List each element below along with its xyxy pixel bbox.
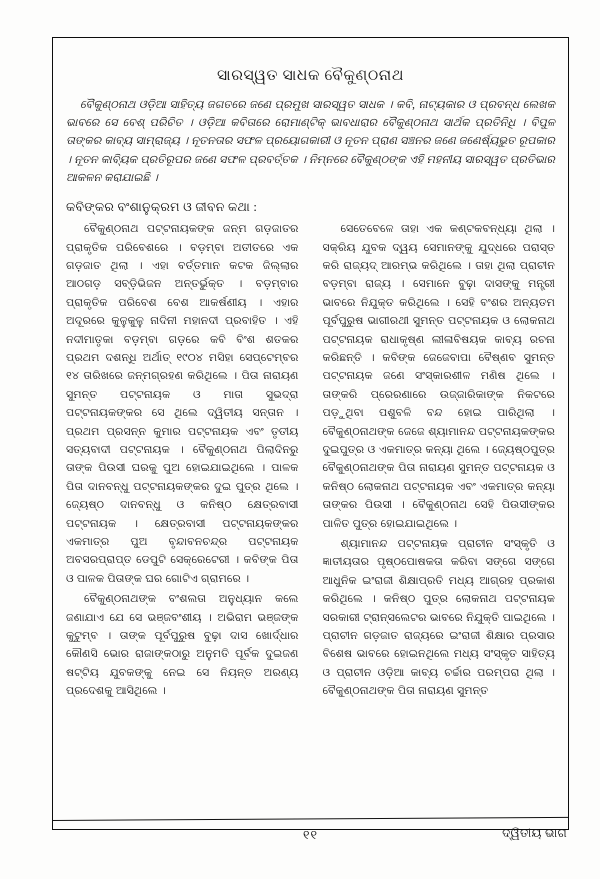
page-number: ୧୧ [302, 828, 319, 842]
intro-paragraph: ବୈକୁଣ୍ଠନାଥ ଓଡ଼ିଆ ସାହିତ୍ୟ ଜଗତରେ ଜଣେ ପ୍ରମୁଖ ସାରସ୍ୱତ ସାଧକ । କବି, ନାଟ୍ୟକାର ଓ ପ୍ରବନ୍ଧ ଲେଖକ ଭାବରେ ସେ ବେଶ୍ ପରିଚିତ । ଓଡ଼ିଆ କବିତାରେ ରୋମାଣ୍ଟିକ୍ ଭାବଧାରାର ବୈକୁଣ୍ଠନାଥ ସାର୍ଥକ ପ୍ରତିନିଧି । ବିପୁଳ ତାଙ୍କର କାବ୍ୟ ସାମ୍ରାଜ୍ୟ । ନୂତନତାର ସଫଳ ପ୍ରୟୋଗକାରୀ ଓ ନୂତନ ପ୍ରାଣ ସଞ୍ଚନର ଜଣେ ଜଣେର୍ଷ୍ୟଭୁତ ରୂପକାର । ନୂତନ କାବ୍ୟିକ ପ୍ରତିରୂପର ଜଣେ ସଫଳ ପ୍ରବର୍ତ୍ତକ । ନିମ୍ନରେ ବୈକୁଣ୍ଠଙ୍କ ଏହି ମହନୀୟ ସାରସ୍ୱତ ପ୍ରତିଭାର ଆକଳନ କରାଯାଇଛି । [66, 99, 555, 184]
page-title: ସାରସ୍ୱତ ସାଧକ ବୈକୁଣ୍ଠନାଥ [216, 67, 405, 84]
body-paragraph: ବୈକୁଣ୍ଠନାଥଙ୍କ ବଂଶଲତା ଅନୁଧ୍ୟାନ କଲେ ଜଣାଯାଏ ଯେ ସେ ଭଞ୍ଜବଂଶୀୟ । ଅଭିରାମ ଭଞ୍ଜଙ୍କ କୁଟୁମ୍ବ । ତାଙ୍କ ପୂର୍ବପୁରୁଷ ବୁଢ଼ା ଦାସ ଖୋର୍ଦ୍ଧାର କୌଣସି ଭୋର ରାଜାଙ୍କଠାରୁ ଅନୁମତି ପୂର୍ବକ ଦୁଇଜଣ ଷଟ୍ଟିୟ ଯୁବକଙ୍କୁ ନେଇ ସେ ନିୟନ୍ତ ଅରଣ୍ୟ ପ୍ରଦେଶକୁ ଆସିଥିଲେ । [66, 593, 299, 698]
part-label: ଦ୍ୱିତୀୟ ଭାଗ [502, 826, 567, 840]
two-column-body [66, 220, 555, 703]
section-heading: କବିଙ୍କର ବଂଶାନୁକ୍ରମ ଓ ଜୀବନ କଥା : [66, 199, 258, 214]
page-footer [52, 820, 569, 866]
page-content [66, 58, 555, 818]
body-paragraph: ଶ୍ୟାମାନନ୍ଦ ପଟ୍ଟନାୟକ ପ୍ରାଚୀନ ସଂସ୍କୃତି ଓ ଜ୍ଞାତୀୟତାର ପୃଷ୍ଠପୋଷକତା କରିବା ସଙ୍ଗେ ସଙ୍ଗେ ଆଧୁନିକ ଇଂରାଜୀ ଶିକ୍ଷାପ୍ରତି ମଧ୍ୟ ଆଗ୍ରହ ପ୍ରକାଶ କରିଥିଲେ । କନିଷ୍ଠ ପୁତ୍ର ଲୋକନାଥ ପଟ୍ଟନାୟକ ସରକାରୀ ଟ୍ରାନ୍ସଲେଟର ଭାବରେ ନିଯୁକ୍ତି ପାଇଥିଲେ । ପ୍ରାଚୀନ ଗଡ଼ଜାତ ରାଜ୍ୟରେ ଇଂରାଜୀ ଶିକ୍ଷାର ପ୍ରସାର ବିଶେଷ ଭାବରେ ହୋଇନଥିଲେ ମଧ୍ୟ ସଂସ୍କୃତ ସାହିତ୍ୟ ଓ ପ୍ରାଚୀନ ଓଡ଼ିଆ କାବ୍ୟ ଚର୍ଚ୍ଚାର ପରମ୍ପରା ଥିଲା । ବୈକୁଣ୍ଠନାଥଙ୍କ ପିତା ନାରାୟଣ ସୁମନ୍ତ [322, 538, 555, 698]
left-column [66, 220, 299, 703]
body-paragraph: ସେତେବେଳେ ତାହା ଏକ କଣ୍ଟକବନ୍ଧ୍ୟା ଥିଲା । ସକ୍ରିୟ ଯୁବକ ଦ୍ୱୟ ସେମାନଙ୍କୁ ଯୁଦ୍ଧରେ ପରାସ୍ତ କରି ରାଜ୍ୟଦ୍ ଆରମ୍ଭ କରିଥିଲେ । ତାହା ଥିଲା ପ୍ରାଚୀନ ବଡ଼ମ୍ବା ରାଜ୍ୟ । ସେମାନେ ବୁଢ଼ା ଦାସଙ୍କୁ ମନ୍ତ୍ରୀ ଭାବରେ ନିଯୁକ୍ତ କରିଥିଲେ । ସେହି ବଂଶର ଅନ୍ୟତମ ପୂର୍ବପୁରୁଷ ଭାଗୀରଥୀ ସୁମନ୍ତ ପଟ୍ଟନାୟକ ଓ ଲୋକନାଥ ପଟ୍ଟନାୟକ ରାଧାକୃଷ୍ଣ ଲୀଳାବିଷୟକ କାବ୍ୟ ରଚନା କରିଛନ୍ତି । କବିଙ୍କ ଜେଜେବାପା ବୈଷ୍ଣବ ସୁମନ୍ତ ପଟ୍ଟନାୟକ ଜଣେ ସଂସ୍କାରଶୀଳ ମଣିଷ ଥିଲେ । ତାଙ୍କରି ପ୍ରେରଣାରେ ଉଜ୍ଜାରିକାଙ୍କ ନିକଟରେ ପଡ଼ୁଥିବା ପଶୁବଳି ବନ୍ଦ ହୋଇ ପାରିଥିଲା । ବୈକୁଣ୍ଠନାଥଙ୍କ ଜେଜେ ଶ୍ୟାମାନନ୍ଦ ପଟ୍ଟନାୟକଙ୍କର ଦୁଇପୁତ୍ର ଓ ଏକମାତ୍ର କନ୍ୟା ଥିଲେ । ଜ୍ୟେଷ୍ଠପୁତ୍ର ବୈକୁଣ୍ଠନାଥଙ୍କ ପିତା ନାରାୟଣ ସୁମନ୍ତ ପଟ୍ଟନାୟକ ଓ କନିଷ୍ଠ ଲୋକନାଥ ପଟ୍ଟନାୟକ ଏବଂ ଏକମାତ୍ର କନ୍ୟା ତାଙ୍କର ପିଉସୀ । ବୈକୁଣ୍ଠନାଥ ସେହି ପିଉସୀଙ୍କର ପାଳିତ ପୁତ୍ର ହୋଇଯାଇଥିଲେ । [322, 223, 555, 530]
body-paragraph: ବୈକୁଣ୍ଠନାଥ ପଟ୍ଟନାୟକଙ୍କ ଜନ୍ମ ଗଡ଼ଜାତର ପ୍ରାକୃତିକ ପରିବେଶରେ । ବଡ଼ମ୍ବା ଅତୀତରେ ଏକ ଗଡ଼ଜାତ ଥିଲା । ଏହା ବର୍ତ୍ତମାନ କଟକ ଜିଲ୍ଲାର ଆଠଗଡ଼ ସବ୍‌ଡ଼ିଭିଜନ ଅନ୍ତର୍ଭୁକ୍ତ । ବଡ଼ମ୍ବାର ପ୍ରାକୃତିକ ପରିବେଶ ବେଶ ଆକର୍ଷଣୀୟ । ଏହାର ଅଦୂରରେ କୁଳୁକୁଳୁ ନାଦିନୀ ମହାନଦୀ ପ୍ରବାହିତ । ଏହି ନଦୀମାତୃକା ବଡ଼ମ୍ବା ଗଡ଼ରେ କବି ବିଂଶ ଶତକର ପ୍ରଥମ ଦଶନ୍ଧି ଅର୍ଥାତ୍ ୧୯୦୪ ମସିହା ସେପ୍ଟେମ୍ବର ୧୪ ତାରିଖରେ ଜନ୍ମଗ୍ରହଣ କରିଥିଲେ । ପିତା ନାରାୟଣ ସୁମନ୍ତ ପଟ୍ଟନାୟକ ଓ ମାତା ସୁଭଦ୍ରା ପଟ୍ଟନାୟକଙ୍କର ସେ ଥିଲେ ଦ୍ୱିତୀୟ ସନ୍ତାନ । ପ୍ରଥମ ପ୍ରସନ୍ନ କୁମାର ପଟ୍ଟନାୟକ ଏବଂ ତୃତୀୟ ସତ୍ୟବାଦୀ ପଟ୍ଟନାୟକ । ବୈକୁଣ୍ଠନାଥ ପିଲାଦିନରୁ ତାଙ୍କ ପିଉସୀ ଘରକୁ ପୁଅ ହୋଇଯାଇଥିଲେ । ପାଳକ ପିତା ଦାନବନ୍ଧୁ ପଟ୍ଟନାୟକଙ୍କର ଦୁଇ ପୁତ୍ର ଥିଲେ । ଜ୍ୟେଷ୍ଠ ଦାନବନ୍ଧୁ ଓ କନିଷ୍ଠ କ୍ଷେତ୍ରବାସୀ ପଟ୍ଟନାୟକ । କ୍ଷେତ୍ରବାସୀ ପଟ୍ଟନାୟକଙ୍କର ଏକମାତ୍ର ପୁଅ ବୃନ୍ଦାବନଚନ୍ଦ୍ର ପଟ୍ଟନାୟକ ଅବସରପ୍ରାପ୍ତ ଡେପୁଟି ସେକ୍ରେଟେରୀ । କବିଙ୍କ ପିତା ଓ ପାଳକ ପିତାଙ୍କ ଘର ଗୋଟିଏ ଗ୍ରାମରେ । [66, 223, 299, 585]
right-column [323, 220, 556, 703]
